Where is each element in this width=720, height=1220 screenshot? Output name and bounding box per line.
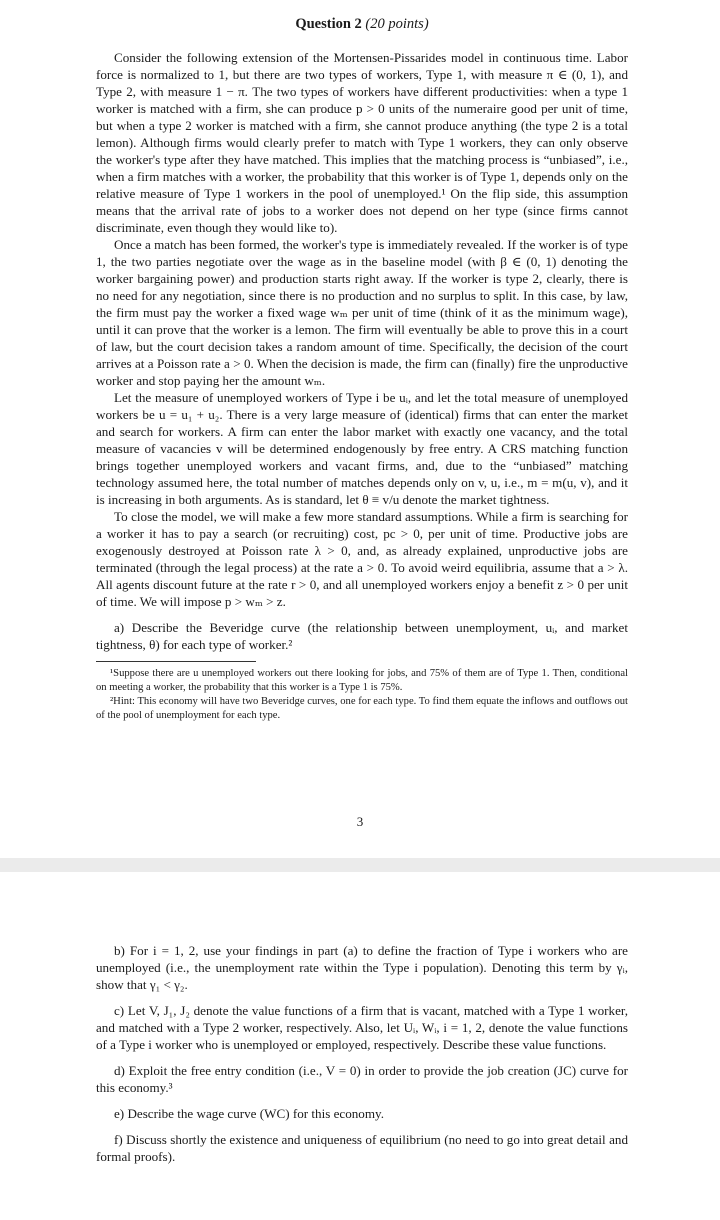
question-points: (20 points): [365, 16, 429, 32]
paragraph-assumptions: To close the model, we will make a few more standard assumptions. While a firm is searching for a worker it has to pay a search (or recruiting) cost, pc > 0, per unit of time. Productive jobs are exogenously destroyed at Poisson rate λ > 0, and, as already explained, unproductive jobs are terminated (through the legal process) at the rate a > 0. To avoid weird equilibria, assume that a > λ. All agents discount future at the rate r > 0, and all unemployed workers enjoy a benefit z > 0 per unit of time. We will impose p > wₘ > z.: [96, 509, 628, 609]
question-part-b: b) For i = 1, 2, use your findings in part (a) to define the fraction of Type i workers who are unemployed (i.e., the unemployment rate within the Type i population). Denoting this term by γᵢ, show that γ₁ < γ₂.: [96, 943, 628, 992]
page-4: [0, 872, 720, 1220]
footnote-1: ¹Suppose there are u unemployed workers out there looking for jobs, and 75% of them are of Type 1. Then, conditional on meeting a worker, the probability that this worker is a Type 1 is 75%.: [96, 668, 628, 693]
page-number: 3: [356, 814, 364, 829]
question-part-a: a) Describe the Beveridge curve (the relationship between unemployment, uᵢ, and market tightness, θ) for each type of worker.²: [96, 620, 628, 652]
question-part-d: d) Exploit the free entry condition (i.e., V = 0) in order to provide the job creation (JC) curve for this economy.³: [96, 1063, 628, 1095]
footnote-divider: [96, 661, 256, 662]
question-label: Question 2: [295, 16, 362, 32]
paragraph-unemployment-measures: Let the measure of unemployed workers of Type i be uᵢ, and let the total measure of unemployed workers be u = u₁ + u₂. There is a very large measure of (identical) firms that can enter the market and search for workers. A firm can enter the labor market with exactly one vacancy, and the total measure of vacancies v will be determined endogenously by free entry. A CRS matching function brings together unemployed workers and vacant firms, and, due to the “unbiased” matching technology assumed here, the total number of matches depends only on v, u, i.e., m = m(u, v), and it is increasing in both arguments. As is standard, let θ ≡ v/u denote the market tightness.: [96, 390, 628, 507]
paragraph-model-setup: Consider the following extension of the Mortensen-Pissarides model in continuous time. Labor force is normalized to 1, but there are two types of workers, Type 1, with measure π ∈ (0, 1), and Type 2, with measure 1 − π. The two types of workers have different productivities: when a type 1 worker is matched with a firm, she can produce p > 0 units of the numeraire good per unit of time, but when a type 2 worker is matched with a firm, she cannot produce anything (the type 2 is a total lemon). Although firms would clearly prefer to match with Type 1 workers, they can only observe the worker's type after they have matched. This implies that the matching process is “unbiased”, i.e., when a firm matches with a worker, the probability that this worker is of Type 1, depends only on the relative measure of Type 1 workers in the pool of unemployed.¹ On the flip side, this assumption means that the arrival rate of jobs to a worker does not depend on her type (since firms cannot discriminate, even though they would like to).: [96, 50, 628, 235]
question-title: [96, 16, 628, 33]
footnote-2: ²Hint: This economy will have two Beveridge curves, one for each type. To find them equate the inflows and outflows out of the pool of unemployment for each type.: [96, 696, 628, 721]
paragraph-match-formation: Once a match has been formed, the worker's type is immediately revealed. If the worker is of type 1, the two parties negotiate over the wage as in the baseline model (with β ∈ (0, 1) denoting the worker bargaining power) and production starts right away. If the worker is type 2, clearly, there is no need for any negotiation, since there is no production and no surplus to split. In this case, by law, the firm must pay the worker a fixed wage wₘ per unit of time (think of it as the minimum wage), until it can prove that the worker is a lemon. The firm will eventually be able to prove this in a court of law, but the court decision takes a random amount of time. Specifically, the decision of the court arrives at a Poisson rate a > 0. When the decision is made, the firm can (finally) fire the unproductive worker and stop paying her the amount wₘ.: [96, 237, 628, 388]
question-part-e: e) Describe the wage curve (WC) for this economy.: [114, 1106, 385, 1121]
question-part-f: f) Discuss shortly the existence and uniqueness of equilibrium (no need to go into great detail and formal proofs).: [96, 1132, 628, 1164]
question-part-c: c) Let V, J₁, J₂ denote the value functions of a firm that is vacant, matched with a Type 1 worker, and matched with a Type 2 worker, respectively. Also, let Uᵢ, Wᵢ, i = 1, 2, denote the value functions of a Type i worker who is unemployed or employed, respectively. Describe these value functions.: [96, 1003, 628, 1052]
